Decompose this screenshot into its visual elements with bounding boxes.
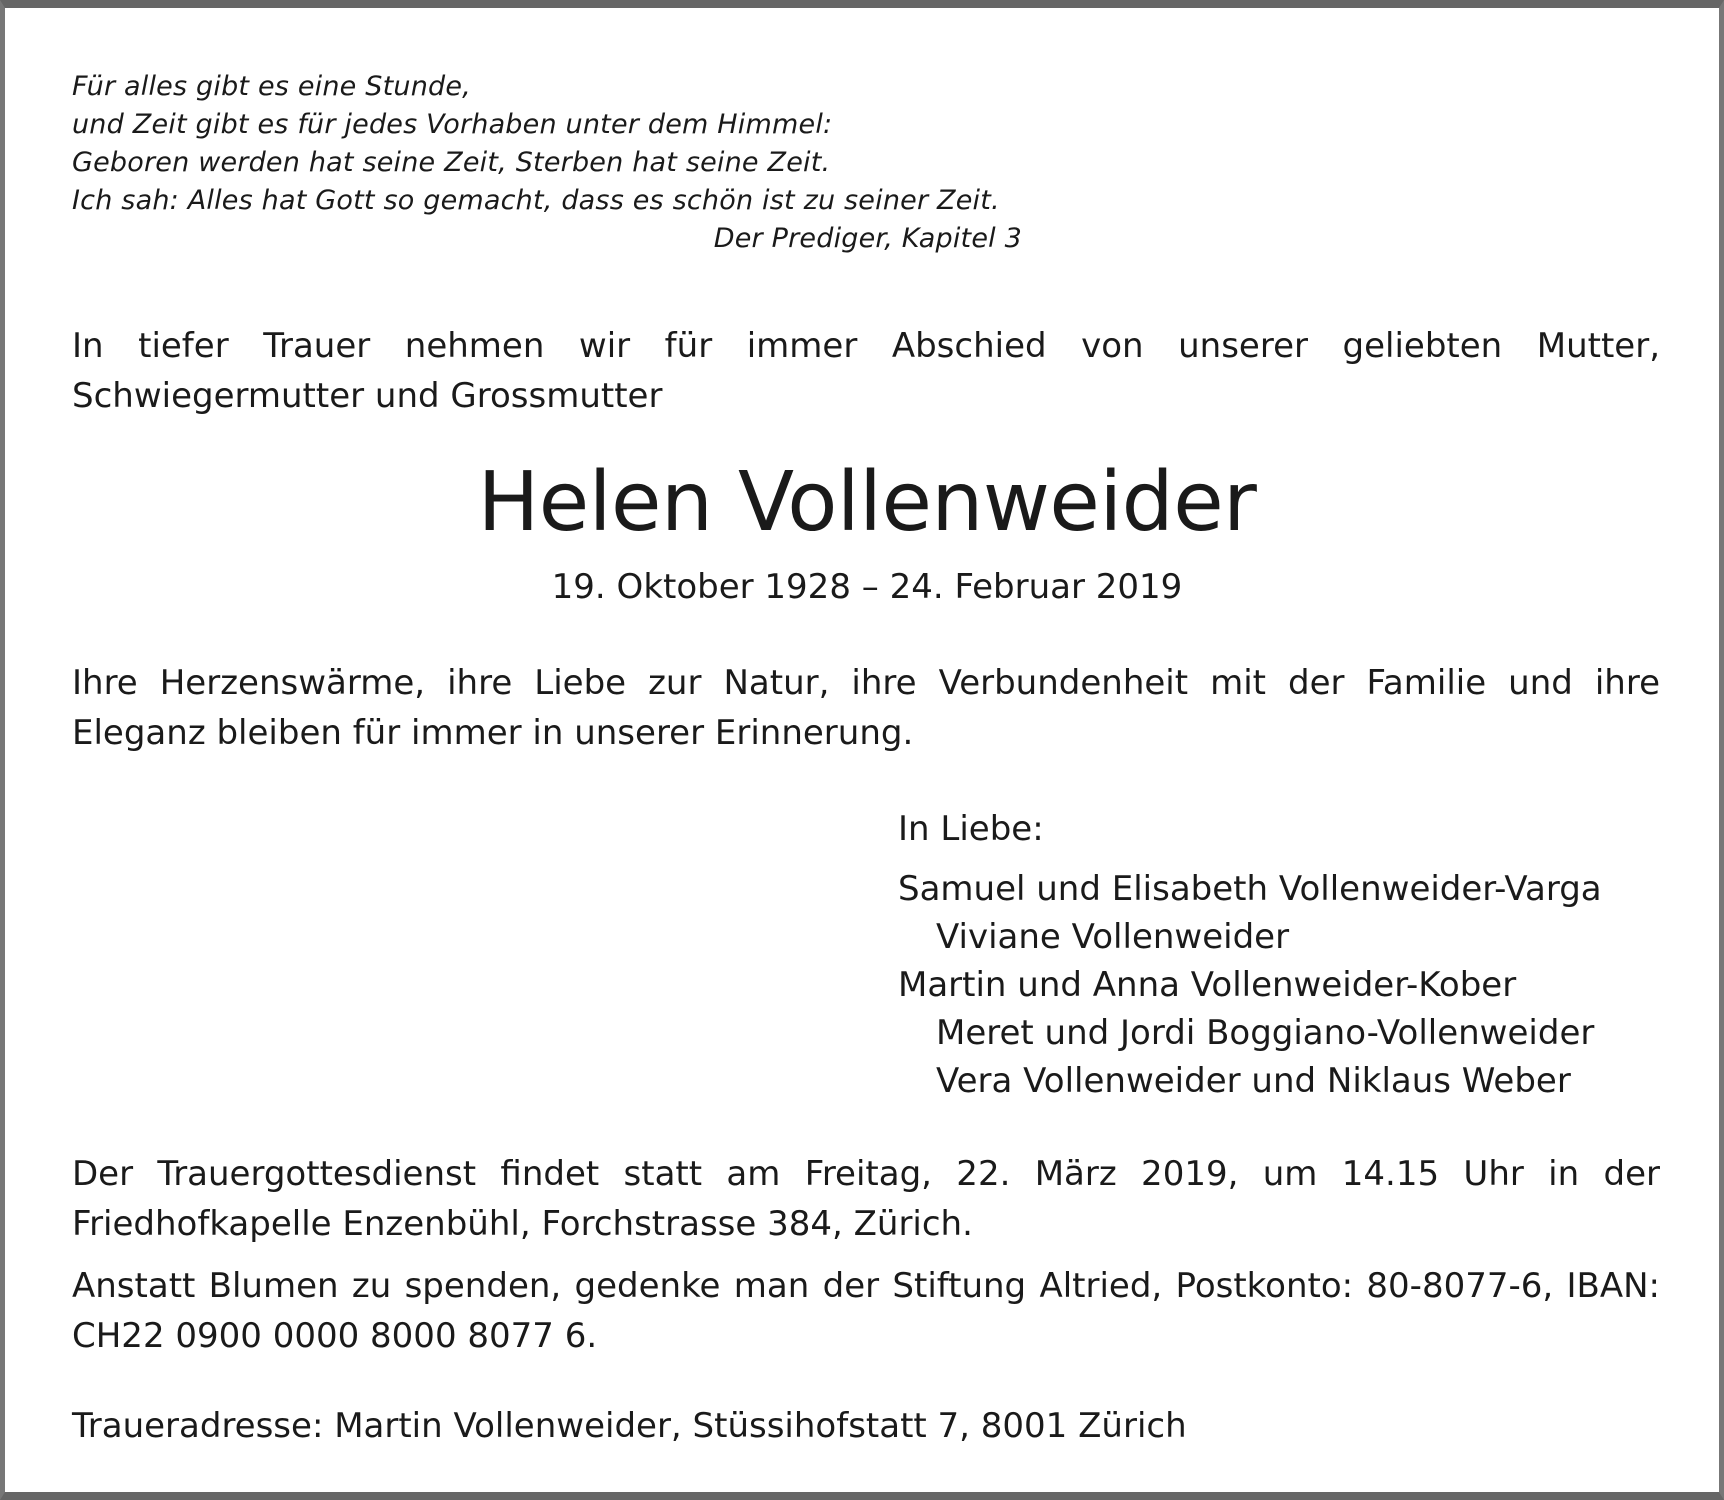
quote-source: Der Prediger, Kapitel 3	[713, 223, 1022, 254]
deceased-name: Helen Vollenweider	[477, 455, 1257, 550]
mourning-address: Traueradresse: Martin Vollenweider, Stüssihofstatt 7, 8001 Zürich	[72, 1406, 1187, 1446]
life-dates: 19. Oktober 1928 – 24. Februar 2019	[551, 567, 1183, 607]
tribute-paragraph: Ihre Herzenswärme, ihre Liebe zur Natur, ihre Verbundenheit mit der Familie und ihre Eleganz bleiben für immer in unserer Erinnerung.	[72, 663, 1660, 753]
quote-line: und Zeit gibt es für jedes Vorhaben unter dem Himmel:	[72, 109, 833, 140]
mourner-name: Vera Vollenweider und Niklaus Weber	[936, 1061, 1571, 1101]
mourner-name: Viviane Vollenweider	[936, 917, 1290, 957]
mourner-name: Samuel und Elisabeth Vollenweider-Varga	[898, 869, 1602, 909]
mourner-name: Martin und Anna Vollenweider-Kober	[898, 965, 1517, 1005]
bible-quote	[72, 68, 1022, 258]
mourners-heading: In Liebe:	[898, 809, 1044, 849]
donation-info: Anstatt Blumen zu spenden, gedenke man der Stiftung Altried, Postkonto: 80-8077-6, IBAN: CH22 0900 0000 8000 8077 6.	[72, 1266, 1660, 1356]
quote-line: Ich sah: Alles hat Gott so gemacht, dass es schön ist zu seiner Zeit.	[72, 185, 1000, 216]
intro-paragraph: In tiefer Trauer nehmen wir für immer Abschied von unserer geliebten Mutter, Schwiegermutter und Grossmutter	[72, 326, 1660, 416]
quote-line: Für alles gibt es eine Stunde,	[72, 71, 471, 102]
mourners-block	[898, 805, 1698, 1105]
mourner-name: Meret und Jordi Boggiano-Vollenweider	[936, 1013, 1595, 1053]
service-info: Der Trauergottesdienst findet statt am Freitag, 22. März 2019, um 14.15 Uhr in der Friedhofkapelle Enzenbühl, Forchstrasse 384, Zürich.	[72, 1154, 1660, 1244]
quote-line: Geboren werden hat seine Zeit, Sterben hat seine Zeit.	[72, 147, 831, 178]
